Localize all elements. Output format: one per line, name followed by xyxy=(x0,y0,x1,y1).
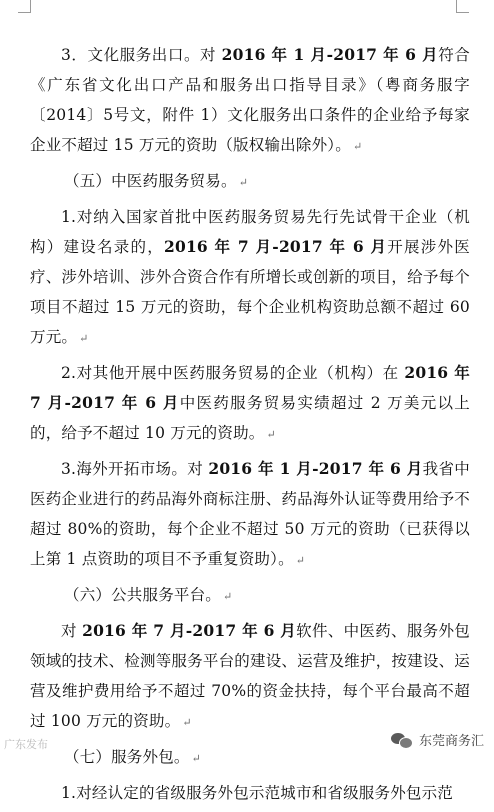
paragraph-text: 软件、中医药、服务外包领域的技术、检测等服务平台的建设、运营及维护，按建设、运营及维护费用给予不超过 70%的资金扶持，每个平台最高不超过 100 万元的资助。 xyxy=(30,622,471,730)
paragraph-mark: ↵ xyxy=(79,332,89,345)
wechat-icon xyxy=(391,731,413,749)
paragraph-text: 3．文化服务出口。对 xyxy=(61,46,222,64)
bold-date-range: 2016 年 7 月-2017 年 6 月 xyxy=(30,363,470,412)
paragraph-mark: ↵ xyxy=(295,554,306,567)
paragraph-mark: ↵ xyxy=(266,428,276,441)
watermark-left: 广东发布 xyxy=(4,738,48,751)
paragraph xyxy=(30,40,470,162)
paragraph-text: 符合《广东省文化出口产品和服务出口指导目录》（粤商务服字〔2014〕5号文，附件 1）文化服务出口条件的企业给予每家企业不超过 15 万元的资助（版权输出除外）。 xyxy=(30,46,470,154)
paragraph-text: 中医药服务贸易实绩超过 2 万美元以上的，给予不超过 10 万元的资助。 xyxy=(30,394,470,442)
watermark-right-label: 东莞商务汇 xyxy=(418,734,484,749)
bold-date-range: 2016 年 7 月-2017 年 6 月 xyxy=(82,621,297,640)
paragraph-mark: ↵ xyxy=(191,752,202,765)
paragraph-text: （五）中医药服务贸易。 xyxy=(64,172,237,190)
crop-mark-top-right xyxy=(456,0,469,13)
paragraph xyxy=(30,580,470,612)
paragraph xyxy=(30,778,470,808)
paragraph-mark: ↵ xyxy=(238,176,249,189)
crop-mark-top-left xyxy=(18,0,31,13)
paragraph-text: 2.对其他开展中医药服务贸易的企业（机构）在 xyxy=(61,364,405,382)
watermark-right xyxy=(391,730,484,749)
paragraph xyxy=(30,454,470,576)
paragraph xyxy=(30,616,470,738)
paragraph xyxy=(30,202,470,354)
paragraph-text: 我省中医药企业进行的药品海外商标注册、药品海外认证等费用给予不超过 80%的资助，每个企业不超过 50 万元的资助（已获得以上第 1 点资助的项目不予重复资助）。 xyxy=(30,460,470,568)
paragraph-mark: ↵ xyxy=(223,590,233,603)
paragraph-mark: ↵ xyxy=(182,716,192,729)
bold-date-range: 2016 年 1 月-2017 年 6 月 xyxy=(208,459,423,478)
bold-date-range: 2016 年 7 月-2017 年 6 月 xyxy=(163,237,388,256)
paragraph-text: 开展涉外医疗、涉外培训、涉外合资合作有所增长或创新的项目，给予每个项目不超过 15 万元的资助，每个企业机构资助总额不超过 60 万元。 xyxy=(30,238,470,346)
paragraph-text: （七）服务外包。 xyxy=(64,748,190,766)
paragraph xyxy=(30,166,470,198)
paragraph-text: 对 xyxy=(61,622,83,640)
paragraph-text: 1.对经认定的省级服务外包示范城市和省级服务外包示范 xyxy=(61,784,453,802)
paragraph-text: 3.海外开拓市场。对 xyxy=(61,460,209,478)
paragraph-text: 1.对纳入国家首批中医药服务贸易先行先试骨干企业（机构）建设名录的， xyxy=(30,208,470,256)
paragraph-mark: ↵ xyxy=(352,140,363,153)
paragraph xyxy=(30,358,470,450)
bold-date-range: 2016 年 1 月-2017 年 6 月 xyxy=(221,45,439,64)
paragraph-text: （六）公共服务平台。 xyxy=(64,586,222,604)
document-body xyxy=(30,40,470,812)
